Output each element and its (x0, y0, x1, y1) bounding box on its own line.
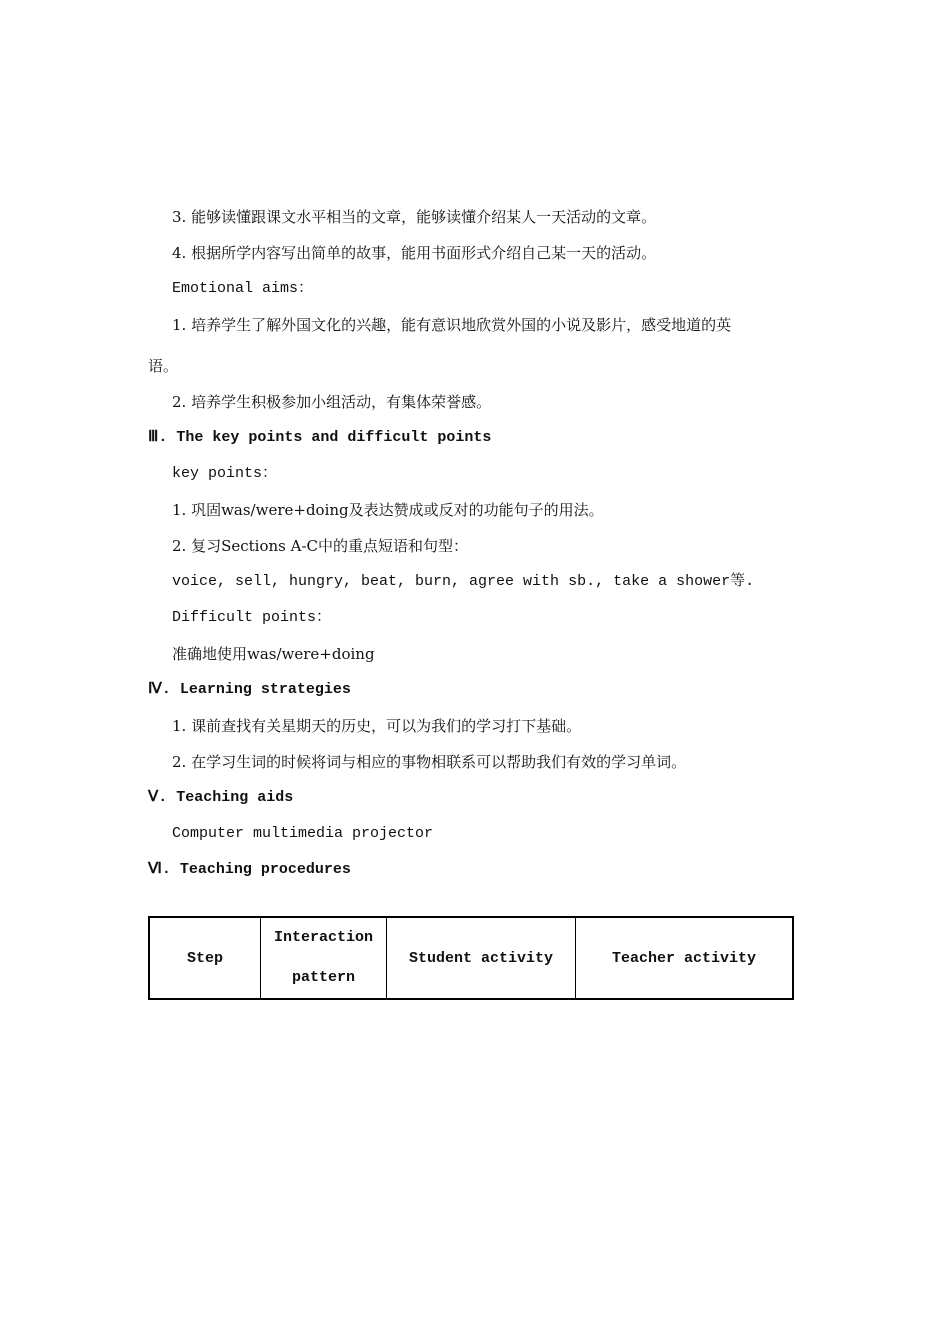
key-point-2: 2. 复习Sections A-C中的重点短语和句型： (172, 537, 468, 555)
key-points-label: key points： (172, 465, 278, 482)
teaching-aids-text: Computer multimedia projector (172, 825, 434, 842)
emotional-aims-label: Emotional aims： (172, 280, 314, 297)
key-point-1: 1. 巩固was/were+doing及表达赞成或反对的功能句子的用法。 (172, 501, 604, 519)
key-vocabulary: voice, sell, hungry, beat, burn, agree with sb., take a shower等. (172, 573, 755, 590)
section-heading-teaching-procedures: Ⅵ. Teaching procedures (148, 861, 351, 878)
aim-3: 3. 能够读懂跟课文水平相当的文章，能够读懂介绍某人一天活动的文章。 (172, 208, 657, 226)
procedures-table (148, 916, 794, 1000)
emotional-aim-1-cont: 语。 (148, 357, 179, 375)
section-heading-learning-strategies: Ⅳ. Learning strategies (148, 681, 351, 698)
aim-4: 4. 根据所学内容写出简单的故事，能用书面形式介绍自己某一天的活动。 (172, 244, 657, 262)
header-teacher-label: Teacher activity (611, 949, 757, 967)
table-header-row (149, 917, 793, 999)
difficult-points-label: Difficult points： (172, 609, 332, 626)
emotional-aim-1: 1. 培养学生了解外国文化的兴趣，能有意识地欣赏外国的小说及影片，感受地道的英 (172, 316, 732, 334)
header-interaction-pattern (261, 917, 387, 999)
header-student-label: Student activity (408, 949, 554, 967)
strategy-2: 2. 在学习生词的时候将词与相应的事物相联系可以帮助我们有效的学习单词。 (172, 753, 687, 771)
emotional-aim-2: 2. 培养学生积极参加小组活动，有集体荣誉感。 (172, 393, 492, 411)
header-step-label: Step (186, 949, 223, 967)
header-interaction-label-2: pattern (291, 969, 355, 986)
strategy-1: 1. 课前查找有关星期天的历史，可以为我们的学习打下基础。 (172, 717, 582, 735)
header-step (149, 917, 261, 999)
header-teacher-activity (576, 917, 794, 999)
header-student-activity (387, 917, 576, 999)
difficult-point-1: 准确地使用was/were+doing (172, 645, 375, 663)
section-heading-teaching-aids: Ⅴ. Teaching aids (148, 789, 294, 806)
section-heading-key-points: Ⅲ. The key points and difficult points (148, 429, 492, 446)
header-interaction-label-1: Interaction (273, 929, 374, 946)
